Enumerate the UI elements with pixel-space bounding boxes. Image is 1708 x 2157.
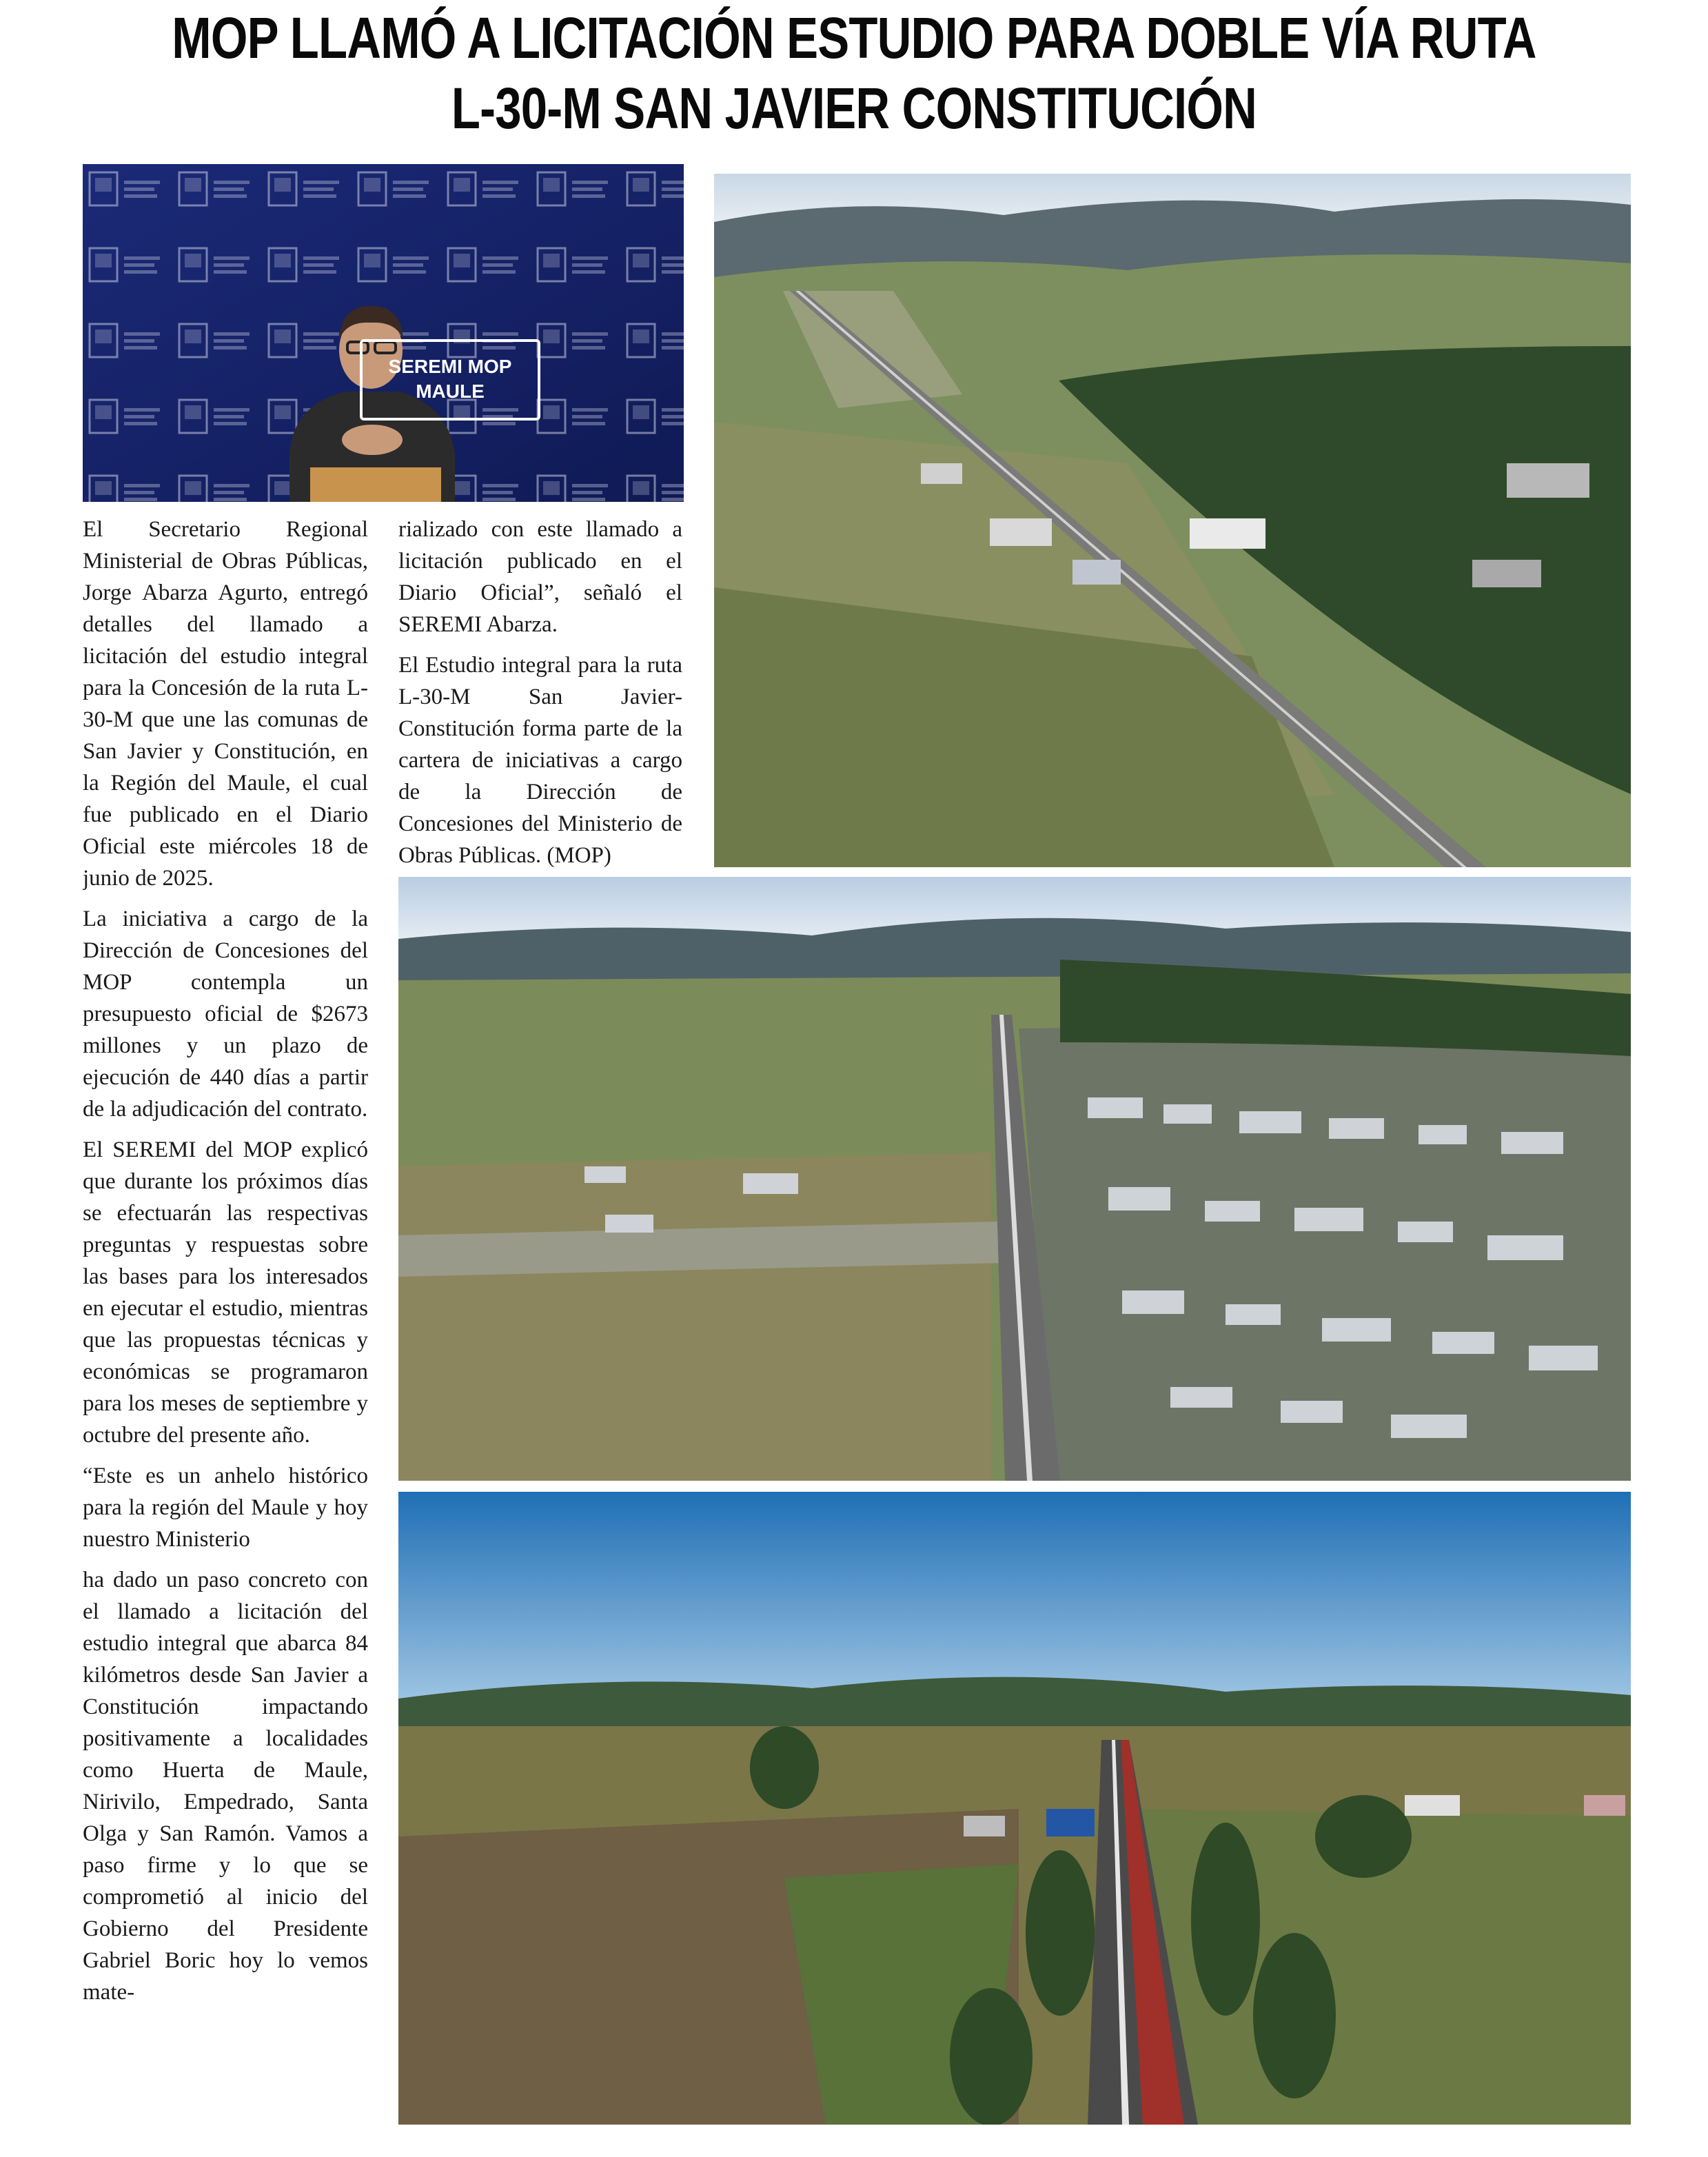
photo-aerial-road-2-image (398, 877, 1631, 1481)
photo-aerial-road-1 (714, 174, 1631, 867)
headline (154, 3, 1554, 143)
column-left (83, 514, 368, 2123)
seremi-sign-line-1: SEREMI MOP (388, 356, 512, 377)
headline-line-2: L-30-M SAN JAVIER CONSTITUCIÓN (451, 76, 1257, 141)
paragraph-3: El SEREMI del MOP explicó que durante los próximos días se efectuarán las respectivas preguntas y respuestas sobre las bases para los interesados en ejecutar el estudio, mientras que las propuestas técnicas y económicas se programaron para los meses de septiembre y octubre del presente año. (83, 1137, 368, 1448)
column-middle (398, 514, 682, 872)
photo-aerial-road-3-image (398, 1492, 1631, 2125)
seremi-sign-line-2: MAULE (416, 381, 485, 402)
photo-seremi (83, 164, 684, 502)
seremi-sign (360, 339, 540, 421)
photo-aerial-road-3 (398, 1492, 1631, 2125)
paragraph-4b: ha dado un paso concreto con el llamado a licitación del estudio integral que abarca 84 kilómetros desde San Javier a Constitución impactando positivamente a localidades como Huerta de Maule, Nirivilo, Empedrado, Santa Olga y San Ramón. Vamos a paso firme y lo que se comprometió al inicio del Gobierno del Presidente Gabriel Boric hoy lo vemos mate- (83, 1568, 368, 2005)
paragraph-5: rializado con este llamado a licitación publicado en el Diario Oficial”, señaló el SEREMI Abarza. (398, 517, 682, 637)
photo-aerial-road-2 (398, 877, 1631, 1481)
paragraph-6: El Estudio integral para la ruta L-30-M San Javier-Constitución forma parte de la cartera de iniciativas a cargo de la Dirección de Concesiones del Ministerio de Obras Públicas. (MOP) (398, 653, 682, 868)
photo-aerial-road-1-image (714, 174, 1631, 867)
paragraph-1: El Secretario Regional Ministerial de Obras Públicas, Jorge Abarza Agurto, entregó detalles del llamado a licitación del estudio integral para la Concesión de la ruta L-30-M que une las comunas de San Javier y Constitución, en la Región del Maule, el cual fue publicado en el Diario Oficial este miércoles 18 de junio de 2025. (83, 517, 368, 891)
photo-seremi-image (83, 164, 684, 502)
paragraph-2: La iniciativa a cargo de la Dirección de Concesiones del MOP contempla un presupuesto oficial de $2673 millones y un plazo de ejecución de 440 días a partir de la adjudicación del contrato. (83, 907, 368, 1122)
paragraph-4a: “Este es un anhelo histórico para la región del Maule y hoy nuestro Ministerio (83, 1464, 368, 1552)
headline-line-1: MOP LLAMÓ A LICITACIÓN ESTUDIO PARA DOBLE VÍA RUTA (172, 6, 1536, 70)
